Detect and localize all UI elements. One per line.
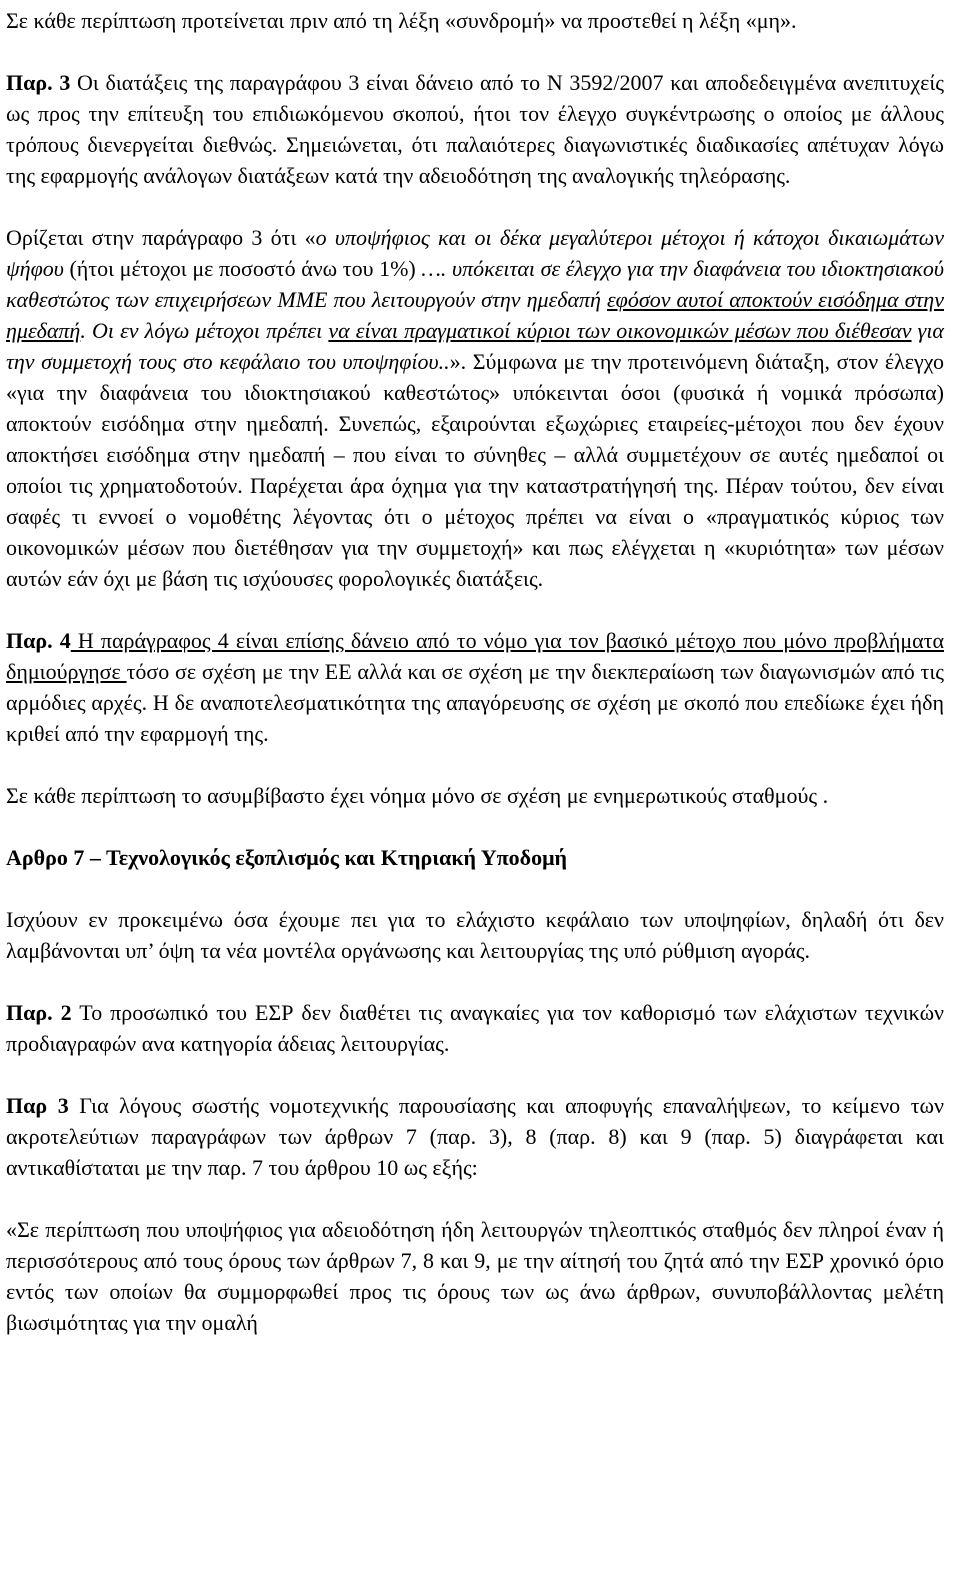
art7-par2-number: 2 bbox=[60, 1000, 72, 1025]
art7-par3-label: Παρ 3 bbox=[6, 1093, 69, 1118]
analysis-quote-underlined-2: να είναι πραγματικοί κύριοι των οικονομικών μέσων που διέθεσαν bbox=[328, 318, 912, 343]
paragraph-incompatibility bbox=[6, 780, 944, 811]
article-7-title: Αρθρο 7 – Τεχνολογικός εξοπλισμός και Κτηριακή Υποδομή bbox=[6, 845, 568, 870]
par3-label: Παρ. bbox=[6, 70, 53, 95]
art7-par2-text: Το προσωπικό του ΕΣΡ δεν διαθέτει τις αναγκαίες για τον καθορισμό των ελάχιστων τεχνικών προδιαγραφών ανα κατηγορία άδειας λειτουργίας. bbox=[6, 1000, 945, 1056]
paragraph-intro bbox=[6, 5, 944, 36]
paragraph-art7-par3 bbox=[6, 1090, 944, 1183]
paragraph-quote bbox=[6, 1214, 944, 1338]
art7-par3-text: Για λόγους σωστής νομοτεχνικής παρουσίασης και αποφυγής επαναλήψεων, το κείμενο των ακροτελεύτιων παραγράφων των άρθρων 7 (παρ. 3), 8 (παρ. 8) και 9 (παρ. 5) διαγράφεται και αντικαθίσταται με την παρ. 7 του άρθρου 10 ως εξής: bbox=[6, 1093, 944, 1180]
paragraph-par3 bbox=[6, 67, 944, 191]
paragraph-par3-analysis bbox=[6, 222, 944, 594]
quote-text: «Σε περίπτωση που υποψήφιος για αδειοδότηση ήδη λειτουργών τηλεοπτικός σταθμός δεν πληροί έναν ή περισσότερους από τους όρους των άρθρων 7, 8 και 9, με την αίτησή του ζητά από την ΕΣΡ χρονικό όριο εντός των οποίων θα συμμορφωθεί προς τις όρους των ως άνω άρθρων, συνυποβάλλοντας μελέτη βιωσιμότητας για την ομαλή bbox=[6, 1217, 944, 1335]
analysis-text-3: ». Σύμφωνα με την προτεινόμενη διάταξη, στον έλεγχο «για την διαφάνεια του ιδιοκτησιακού καθεστώτος» υπόκεινται όσοι (φυσικά ή νομικά πρόσωπα) αποκτούν εισόδημα στην ημεδαπή. Συνεπώς, εξαιρούνται εξωχώριες εταιρείες-μέτοχοι που δεν έχουν αποκτήσει εισόδημα στην ημεδαπή – που είναι το σύνηθες – αλλά συμμετέχουν σε αυτές ημεδαποί οι οποίοι τις χρηματοδοτούν. Παρέχεται άρα όχημα για την καταστρατήγησή της. Πέραν τούτου, δεν είναι σαφές τι εννοεί ο νομοθέτης λέγοντας ότι ο μέτοχος πρέπει να είναι ο «πραγματικός κύριος των οικονομικών μέσων που διετέθησαν για την συμμετοχή» και πως ελέγχεται η «κυριότητα» των μέσων αυτών εάν όχι με βάση τις ισχύουσες φορολογικές διατάξεις. bbox=[6, 349, 944, 591]
analysis-quote-2: …. υπόκειται σε έλεγχο για την διαφάνεια του ιδιοκτησιακού καθεστώτος των επιχειρήσεων ΜΜΕ που λειτουργούν στην ημεδαπή bbox=[6, 256, 944, 312]
analysis-text-1: Ορίζεται στην παράγραφο 3 ότι « bbox=[6, 225, 316, 250]
paragraph-intro-text: Σε κάθε περίπτωση προτείνεται πριν από τη λέξη «συνδρομή» να προστεθεί η λέξη «μη». bbox=[6, 8, 797, 33]
analysis-quote-4: για την συμμετοχή τους στο κεφάλαιο του υποψηφίου.. bbox=[6, 318, 944, 374]
analysis-quote-1: ο υποψήφιος και οι δέκα μεγαλύτεροι μέτοχοι ή κάτοχοι δικαιωμάτων ψήφου bbox=[6, 225, 944, 281]
incompatibility-text: Σε κάθε περίπτωση το ασυμβίβαστο έχει νόημα μόνο σε σχέση με ενημερωτικούς σταθμούς . bbox=[6, 783, 829, 808]
par4-label: Παρ. bbox=[6, 628, 53, 653]
par3-text: Οι διατάξεις της παραγράφου 3 είναι δάνειο από το Ν 3592/2007 και αποδεδειγμένα ανεπιτυχείς ως προς την επίτευξη του επιδιωκόμενου σκοπού, ήτοι τον έλεγχο συγκέντρωσης ο οποίος με άλλους τρόπους διενεργείται διεθνώς. Σημειώνεται, ότι παλαιότερες διαγωνιστικές διαδικασίες απέτυχαν λόγω της εφαρμογής ανάλογων διατάξεων κατά την αδειοδότηση της αναλογικής τηλεόρασης. bbox=[6, 70, 944, 188]
par4-text: τόσο σε σχέση με την ΕΕ αλλά και σε σχέση με την διεκπεραίωση των διαγωνισμών από τις αρμόδιες αρχές. Η δε αναποτελεσματικότητα της απαγόρευσης σε σχέση με σκοπό που επεδίωκε έχει ήδη κριθεί από την εφαρμογή της. bbox=[6, 659, 945, 746]
analysis-quote-3: . Οι εν λόγω μέτοχοι πρέπει bbox=[80, 318, 329, 343]
section-heading bbox=[6, 842, 944, 873]
art7-par2-label: Παρ. bbox=[6, 1000, 53, 1025]
article7-intro-text: Ισχύουν εν προκειμένω όσα έχουμε πει για το ελάχιστο κεφάλαιο των υποψηφίων, δηλαδή ότι δεν λαμβάνονται υπ’ όψη τα νέα μοντέλα οργάνωσης και λειτουργίας της υπό ρύθμιση αγοράς. bbox=[6, 907, 944, 963]
analysis-quote-underlined-1: εφόσον αυτοί αποκτούν εισόδημα στην ημεδαπή bbox=[6, 287, 944, 343]
paragraph-par4 bbox=[6, 625, 944, 749]
document-body bbox=[6, 5, 944, 1338]
par4-number: 4 bbox=[59, 628, 71, 653]
par4-underlined-text: Η παράγραφος 4 είναι επίσης δάνειο από το νόμο για τον βασικό μέτοχο που μόνο προβλήματα δημιούργησε bbox=[6, 628, 945, 684]
paragraph-art7-par2 bbox=[6, 997, 944, 1059]
analysis-text-2: (ήτοι μέτοχοι με ποσοστό άνω του 1%) bbox=[63, 256, 422, 281]
paragraph-article7-intro bbox=[6, 904, 944, 966]
par3-number: 3 bbox=[59, 70, 71, 95]
